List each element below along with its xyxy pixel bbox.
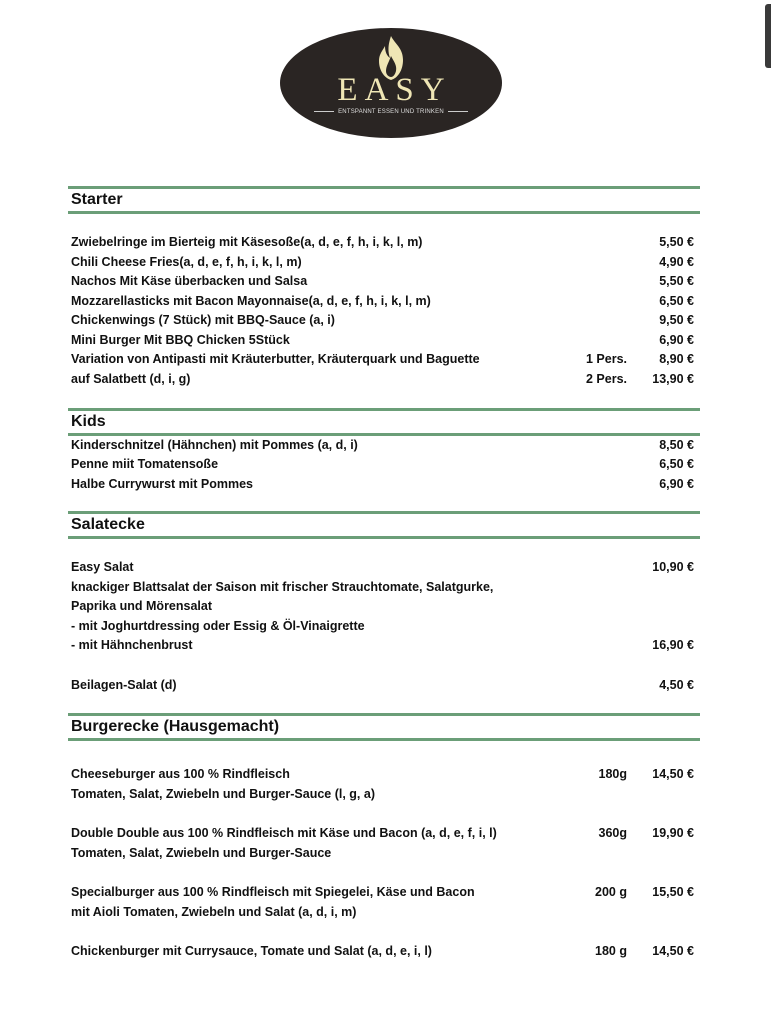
item-price: 19,90 € <box>652 826 694 840</box>
item-price: 8,90 € <box>659 352 694 366</box>
item-name: Halbe Currywurst mit Pommes <box>71 477 253 491</box>
item-name: - mit Joghurtdressing oder Essig & Öl-Vinaigrette <box>71 619 365 633</box>
item-name: Tomaten, Salat, Zwiebeln und Burger-Sauce (l, g, a) <box>71 787 375 801</box>
item-portion: 2 Pers. <box>585 372 627 386</box>
menu-item <box>71 369 697 389</box>
item-name: Mini Burger Mit BBQ Chicken 5Stück <box>71 333 290 347</box>
item-name: Nachos Mit Käse überbacken und Salsa <box>71 274 308 288</box>
menu-item <box>71 823 697 843</box>
menu-item <box>71 349 697 369</box>
item-name: mit Aioli Tomaten, Zwiebeln und Salat (a, d, i, m) <box>71 905 357 919</box>
item-price: 13,90 € <box>652 372 694 386</box>
menu-item-description <box>71 902 697 922</box>
item-price: 5,50 € <box>659 274 694 288</box>
menu-item-description <box>71 577 697 597</box>
item-price: 5,50 € <box>659 235 694 249</box>
item-portion: 1 Pers. <box>585 352 627 366</box>
menu-item <box>71 474 697 494</box>
menu-item-option <box>71 635 697 655</box>
scrollbar-thumb[interactable] <box>765 4 771 68</box>
item-price: 4,90 € <box>659 255 694 269</box>
item-name: knackiger Blattsalat der Saison mit frischer Strauchtomate, Salatgurke, <box>71 580 494 594</box>
section-kids <box>68 408 700 498</box>
brand-name: EASY <box>337 72 452 108</box>
item-name: Kinderschnitzel (Hähnchen) mit Pommes (a, d, i) <box>71 438 358 452</box>
item-name: Easy Salat <box>71 560 134 574</box>
item-name: Paprika und Mörensalat <box>71 599 213 613</box>
item-name: Mozzarellasticks mit Bacon Mayonnaise(a, d, e, f, h, i, k, l, m) <box>71 294 431 308</box>
item-name: Cheeseburger aus 100 % Rindfleisch <box>71 767 290 781</box>
menu-item-description <box>71 784 697 804</box>
item-name: Double Double aus 100 % Rindfleisch mit Käse und Bacon (a, d, e, f, i, l) <box>71 826 497 840</box>
section-divider <box>68 536 700 539</box>
item-price: 6,90 € <box>659 477 694 491</box>
menu-item <box>71 330 697 350</box>
item-portion: 360g <box>598 826 627 840</box>
item-name: Specialburger aus 100 % Rindfleisch mit Spiegelei, Käse und Bacon <box>71 885 475 899</box>
item-price: 6,50 € <box>659 294 694 308</box>
section-salatecke <box>68 511 700 701</box>
menu-item <box>71 435 697 455</box>
item-price: 14,50 € <box>652 767 694 781</box>
menu-item <box>71 310 697 330</box>
section-starter <box>68 186 700 396</box>
menu-item <box>71 454 697 474</box>
menu-item <box>71 252 697 272</box>
item-name: Chickenburger mit Currysauce, Tomate und Salat (a, d, e, i, l) <box>71 944 432 958</box>
section-divider <box>68 211 700 214</box>
item-price: 16,90 € <box>652 638 694 652</box>
item-name: Zwiebelringe im Bierteig mit Käsesoße(a, d, e, f, h, i, k, l, m) <box>71 235 423 249</box>
section-title: Kids <box>71 413 106 430</box>
menu-item <box>71 941 697 961</box>
menu-item <box>71 291 697 311</box>
item-price: 6,50 € <box>659 457 694 471</box>
menu-item <box>71 882 697 902</box>
menu-item <box>71 675 697 695</box>
menu-item-description <box>71 843 697 863</box>
item-portion: 180g <box>598 767 627 781</box>
item-price: 6,90 € <box>659 333 694 347</box>
menu-item-option <box>71 616 697 636</box>
item-portion: 200 g <box>595 885 627 899</box>
item-name: Variation von Antipasti mit Kräuterbutter, Kräuterquark und Baguette <box>71 352 480 366</box>
item-price: 10,90 € <box>652 560 694 574</box>
item-name: Chili Cheese Fries(a, d, e, f, h, i, k, l, m) <box>71 255 302 269</box>
item-price: 9,50 € <box>659 313 694 327</box>
brand-tagline: ENTSPANNT ESSEN UND TRINKEN <box>280 109 502 115</box>
item-price: 15,50 € <box>652 885 694 899</box>
menu-item-description <box>71 596 697 616</box>
item-price: 14,50 € <box>652 944 694 958</box>
item-name: Beilagen-Salat (d) <box>71 678 177 692</box>
item-name: Chickenwings (7 Stück) mit BBQ-Sauce (a, i) <box>71 313 335 327</box>
item-name: - mit Hähnchenbrust <box>71 638 193 652</box>
section-title: Burgerecke (Hausgemacht) <box>71 718 280 735</box>
restaurant-logo <box>280 28 502 138</box>
section-title: Salatecke <box>71 516 145 533</box>
item-name: Tomaten, Salat, Zwiebeln und Burger-Sauce <box>71 846 332 860</box>
menu-item <box>71 557 697 577</box>
item-name: auf Salatbett (d, i, g) <box>71 372 191 386</box>
menu-item <box>71 232 697 252</box>
section-divider <box>68 738 700 741</box>
item-price: 4,50 € <box>659 678 694 692</box>
item-portion: 180 g <box>595 944 627 958</box>
section-burgerecke <box>68 713 700 963</box>
section-title: Starter <box>71 191 123 208</box>
item-price: 8,50 € <box>659 438 694 452</box>
menu-item <box>71 764 697 784</box>
menu-item <box>71 271 697 291</box>
item-name: Penne miit Tomatensoße <box>71 457 219 471</box>
